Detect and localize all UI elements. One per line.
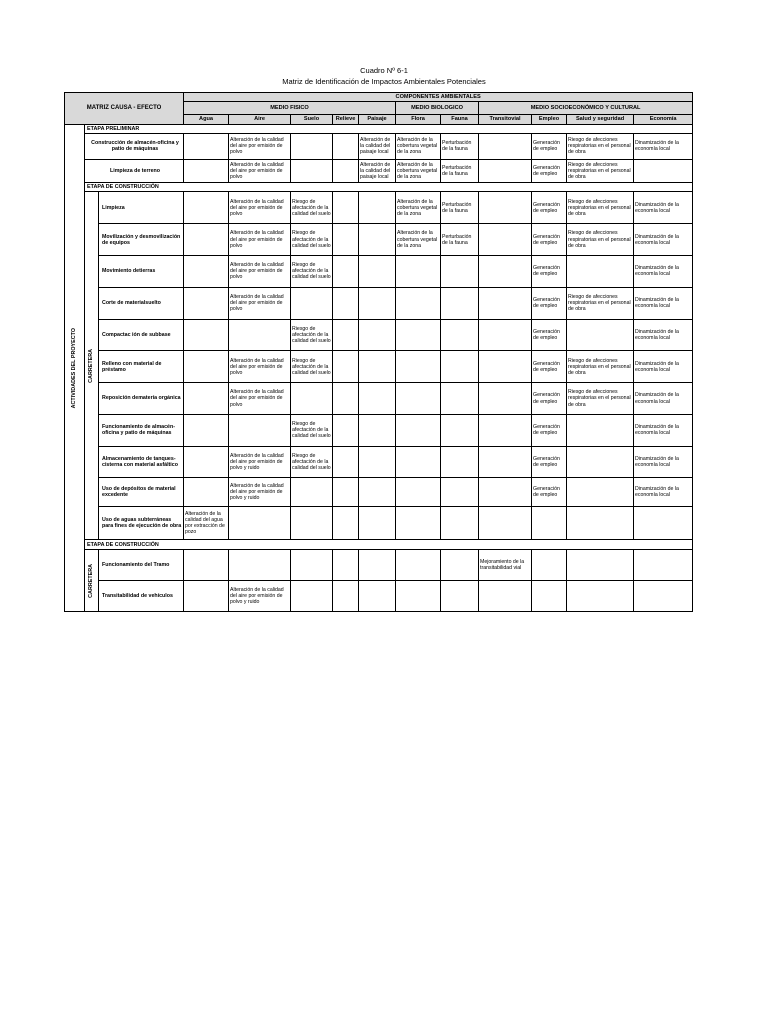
impact-matrix-table: [64, 92, 693, 612]
impact-cell: [359, 255, 396, 287]
impact-cell: [333, 287, 359, 319]
table-row: [65, 414, 693, 446]
column-header: Transitovial: [479, 114, 532, 124]
impact-cell: [333, 319, 359, 351]
impact-cell: Generación de empleo: [532, 287, 567, 319]
impact-cell: [634, 159, 693, 183]
impact-cell: Generación de empleo: [532, 133, 567, 159]
impact-cell: [532, 507, 567, 540]
impact-cell: Alteración de la calidad del paisaje local: [359, 159, 396, 183]
impact-cell: [441, 319, 479, 351]
document-title: [0, 65, 768, 87]
stage-label: ETAPA DE CONSTRUCCIÓN: [85, 183, 693, 192]
column-header: Fauna: [441, 114, 479, 124]
impact-cell: Alteración de la calidad del aire por emisión de polvo: [229, 287, 291, 319]
impact-cell: Alteración de la calidad del aire por emisión de polvo: [229, 159, 291, 183]
impact-cell: [479, 224, 532, 256]
impact-cell: [567, 319, 634, 351]
column-header: Paisaje: [359, 114, 396, 124]
impact-cell: Alteración de la cobertura vegetal de la zona: [396, 192, 441, 224]
activity-label: Uso de aguas subterráneas para fines de ejecución de obra: [99, 507, 184, 540]
impact-cell: [479, 414, 532, 446]
impact-cell: [229, 319, 291, 351]
column-header: Aire: [229, 114, 291, 124]
impact-cell: Generación de empleo: [532, 224, 567, 256]
impact-cell: Perturbación de la fauna: [441, 224, 479, 256]
impact-cell: [396, 383, 441, 415]
impact-cell: [479, 319, 532, 351]
table-row: [65, 159, 693, 183]
impact-cell: Riesgo de afectación de la calidad del suelo: [291, 414, 333, 446]
impact-cell: [441, 351, 479, 383]
impact-cell: [441, 414, 479, 446]
impact-cell: [333, 478, 359, 507]
impact-cell: Dinamización de la economía local: [634, 414, 693, 446]
impact-cell: Riesgo de afectación de la calidad del suelo: [291, 319, 333, 351]
table-row: [65, 550, 693, 581]
impact-cell: [441, 550, 479, 581]
impact-cell: [441, 383, 479, 415]
impact-cell: Perturbación de la fauna: [441, 159, 479, 183]
table-caption: Matriz de Identificación de Impactos Ambientales Potenciales: [282, 77, 486, 86]
impact-cell: Riesgo de afecciones respiratorias en el personal de obra: [567, 133, 634, 159]
impact-cell: [532, 550, 567, 581]
activity-label: Limpieza: [99, 192, 184, 224]
impact-cell: [333, 507, 359, 540]
impact-cell: [291, 507, 333, 540]
carretera-label: CARRETERA: [88, 348, 95, 383]
activity-label: Compactac ión de subbase: [99, 319, 184, 351]
impact-cell: Dinamización de la economía local: [634, 351, 693, 383]
group-medio-fisico: MEDIO FISICO: [184, 102, 396, 114]
impact-cell: [396, 414, 441, 446]
table-row: [65, 319, 693, 351]
components-header: COMPONENTES AMBIENTALES: [184, 93, 693, 102]
table-row: [65, 478, 693, 507]
impact-cell: Alteración de la cobertura vegetal de la zona: [396, 224, 441, 256]
impact-cell: [396, 319, 441, 351]
column-header: Empleo: [532, 114, 567, 124]
impact-cell: Riesgo de afectación de la calidad del suelo: [291, 192, 333, 224]
impact-cell: Riesgo de afecciones respiratorias en el personal de obra: [567, 383, 634, 415]
impact-cell: [291, 287, 333, 319]
impact-cell: Riesgo de afecciones respiratorias en el personal de obra: [567, 287, 634, 319]
column-header: Suelo: [291, 114, 333, 124]
stage-label: ETAPA DE CONSTRUCCIÓN: [85, 539, 693, 549]
activity-label: Relleno con material de préstamo: [99, 351, 184, 383]
impact-cell: [567, 507, 634, 540]
impact-cell: [184, 383, 229, 415]
impact-cell: [184, 446, 229, 478]
impact-cell: Alteración de la calidad del aire por emisión de polvo: [229, 192, 291, 224]
impact-cell: Dinamización de la economía local: [634, 287, 693, 319]
impact-cell: [184, 287, 229, 319]
impact-cell: [291, 550, 333, 581]
table-row: [65, 192, 693, 224]
impact-cell: Riesgo de afectación de la calidad del suelo: [291, 224, 333, 256]
column-header: Salud y seguridad: [567, 114, 634, 124]
impact-cell: [359, 287, 396, 319]
impact-cell: [634, 581, 693, 612]
table-number: Cuadro Nº 6-1: [360, 66, 408, 75]
impact-cell: [479, 192, 532, 224]
impact-cell: [396, 581, 441, 612]
impact-cell: [359, 507, 396, 540]
impact-cell: Alteración de la calidad del paisaje local: [359, 133, 396, 159]
table-row: [65, 351, 693, 383]
impact-cell: Riesgo de afectación de la calidad del suelo: [291, 351, 333, 383]
impact-cell: Perturbación de la fauna: [441, 192, 479, 224]
impact-cell: [333, 192, 359, 224]
stage-row: [65, 183, 693, 192]
impact-cell: [333, 550, 359, 581]
impact-cell: [396, 287, 441, 319]
table-row: [65, 287, 693, 319]
impact-cell: [359, 478, 396, 507]
impact-cell: Alteración de la calidad del aire por emisión de polvo: [229, 255, 291, 287]
impact-cell: Alteración de la calidad del aire por emisión de polvo: [229, 383, 291, 415]
impact-cell: [359, 319, 396, 351]
impact-cell: Dinamización de la economía local: [634, 383, 693, 415]
impact-cell: Generación de empleo: [532, 383, 567, 415]
activity-label: Almacenamiento de tanques-cisterna con material asfáltico: [99, 446, 184, 478]
impact-cell: [333, 133, 359, 159]
impact-cell: [333, 255, 359, 287]
impact-cell: [359, 383, 396, 415]
impact-cell: [567, 255, 634, 287]
impact-cell: Riesgo de afecciones respiratorias en el personal de obra: [567, 351, 634, 383]
impact-cell: Generación de empleo: [532, 192, 567, 224]
impact-cell: Riesgo de afectación de la calidad del suelo: [291, 446, 333, 478]
impact-cell: [396, 550, 441, 581]
impact-cell: Riesgo de afecciones respiratorias en el personal de obra: [567, 224, 634, 256]
table-row: [65, 507, 693, 540]
impact-cell: Generación de empleo: [532, 319, 567, 351]
impact-cell: [291, 581, 333, 612]
impact-cell: [184, 159, 229, 183]
impact-cell: [229, 550, 291, 581]
activity-label: Movimiento detierras: [99, 255, 184, 287]
table-row: [65, 581, 693, 612]
matrix-corner-label: MATRIZ CAUSA - EFECTO: [65, 93, 184, 125]
impact-cell: [291, 133, 333, 159]
impact-cell: Dinamización de la economía local: [634, 319, 693, 351]
impact-cell: [479, 446, 532, 478]
activity-label: Transitabilidad de vehículos: [99, 581, 184, 612]
impact-cell: Dinamización de la economía local: [634, 224, 693, 256]
impact-cell: [184, 224, 229, 256]
impact-cell: [567, 414, 634, 446]
impact-cell: [333, 446, 359, 478]
side-label-carretera: [85, 192, 99, 540]
impact-cell: [532, 581, 567, 612]
table-row: [65, 383, 693, 415]
header-row-components: [65, 93, 693, 102]
impact-cell: [184, 255, 229, 287]
impact-cell: [396, 446, 441, 478]
impact-cell: [184, 351, 229, 383]
column-header: Relieve: [333, 114, 359, 124]
activity-label: Funcionamiento del Tramo: [99, 550, 184, 581]
impact-cell: Mejoramiento de la transitabilidad vial: [479, 550, 532, 581]
impact-cell: [441, 446, 479, 478]
impact-cell: [291, 478, 333, 507]
impact-cell: [359, 351, 396, 383]
impact-cell: [479, 581, 532, 612]
stage-label: ETAPA PRELIMINAR: [85, 124, 693, 133]
impact-cell: Riesgo de afecciones respiratorias en el personal de obra: [567, 192, 634, 224]
impact-cell: Alteración de la cobertura vegetal de la zona: [396, 159, 441, 183]
impact-cell: [184, 192, 229, 224]
stage-row: [65, 124, 693, 133]
group-medio-socioeconomico: MEDIO SOCIOECONÓMICO Y CULTURAL: [479, 102, 693, 114]
impact-cell: [359, 550, 396, 581]
impact-cell: Alteración de la calidad del aire por emisión de polvo: [229, 351, 291, 383]
impact-cell: [567, 446, 634, 478]
impact-cell: [479, 383, 532, 415]
impact-cell: [333, 383, 359, 415]
impact-cell: Generación de empleo: [532, 446, 567, 478]
impact-cell: [479, 351, 532, 383]
impact-cell: [333, 224, 359, 256]
impact-cell: [291, 383, 333, 415]
impact-cell: [396, 507, 441, 540]
impact-cell: Generación de empleo: [532, 351, 567, 383]
impact-cell: Riesgo de afectación de la calidad del suelo: [291, 255, 333, 287]
impact-cell: Alteración de la calidad del aire por emisión de polvo y ruido: [229, 581, 291, 612]
impact-cell: Alteración de la calidad del aire por emisión de polvo: [229, 133, 291, 159]
impact-cell: Alteración de la calidad del agua por extracción de pozo: [184, 507, 229, 540]
impact-cell: Generación de empleo: [532, 255, 567, 287]
impact-cell: [396, 255, 441, 287]
impact-cell: [396, 351, 441, 383]
table-row: [65, 224, 693, 256]
impact-cell: [229, 414, 291, 446]
column-header: Flora: [396, 114, 441, 124]
impact-cell: [441, 507, 479, 540]
impact-cell: [634, 507, 693, 540]
impact-cell: [184, 478, 229, 507]
impact-cell: [441, 581, 479, 612]
side-label-actividades: [65, 124, 85, 611]
column-header: Agua: [184, 114, 229, 124]
actividades-label: ACTIVIDADES DEL PROYECTO: [71, 327, 78, 409]
impact-cell: Dinamización de la economía local: [634, 255, 693, 287]
impact-cell: [184, 319, 229, 351]
impact-cell: [333, 351, 359, 383]
stage-row: [65, 539, 693, 549]
impact-cell: Generación de empleo: [532, 478, 567, 507]
impact-cell: [441, 255, 479, 287]
impact-cell: [479, 507, 532, 540]
impact-cell: [479, 478, 532, 507]
impact-cell: Perturbación de la fauna: [441, 133, 479, 159]
impact-cell: [567, 478, 634, 507]
impact-cell: [359, 224, 396, 256]
column-header: Economía: [634, 114, 693, 124]
impact-cell: [567, 581, 634, 612]
impact-cell: [567, 550, 634, 581]
impact-cell: [441, 287, 479, 319]
group-medio-biologico: MEDIO BIOLOGICO: [396, 102, 479, 114]
impact-cell: [184, 581, 229, 612]
impact-cell: Alteración de la cobertura vegetal de la zona: [396, 133, 441, 159]
impact-cell: [229, 507, 291, 540]
activity-label: Reposición dematería orgánica: [99, 383, 184, 415]
impact-cell: Dinamización de la economía local: [634, 133, 693, 159]
impact-cell: Generación de empleo: [532, 159, 567, 183]
carretera-label: CARRETERA: [88, 563, 95, 598]
impact-cell: [291, 159, 333, 183]
impact-cell: [479, 159, 532, 183]
impact-cell: Dinamización de la economía local: [634, 478, 693, 507]
impact-cell: Dinamización de la economía local: [634, 446, 693, 478]
table-row: [65, 133, 693, 159]
impact-cell: Riesgo de afecciones respiratorias en el personal de obra: [567, 159, 634, 183]
activity-label: Construcción de almacén-oficina y patio de máquinas: [85, 133, 184, 159]
activity-label: Uso de depósitos de material excedente: [99, 478, 184, 507]
impact-cell: [479, 133, 532, 159]
impact-cell: [479, 287, 532, 319]
impact-cell: [634, 550, 693, 581]
impact-cell: [396, 478, 441, 507]
activity-label: Corte de materialsuelto: [99, 287, 184, 319]
impact-cell: [441, 478, 479, 507]
impact-cell: Alteración de la calidad del aire por emisión de polvo y ruido: [229, 478, 291, 507]
impact-cell: [359, 446, 396, 478]
table-row: [65, 446, 693, 478]
activity-label: Movilización y desmovilización de equipos: [99, 224, 184, 256]
activity-label: Limpieza de terreno: [85, 159, 184, 183]
impact-cell: Generación de empleo: [532, 414, 567, 446]
impact-cell: Alteración de la calidad del aire por emisión de polvo y ruido: [229, 446, 291, 478]
impact-cell: Alteración de la calidad del aire por emisión de polvo: [229, 224, 291, 256]
impact-cell: [359, 192, 396, 224]
impact-cell: [333, 414, 359, 446]
table-row: [65, 255, 693, 287]
impact-cell: [479, 255, 532, 287]
impact-cell: [359, 581, 396, 612]
impact-cell: [184, 414, 229, 446]
side-label-carretera-2: [85, 550, 99, 612]
impact-cell: [333, 159, 359, 183]
impact-cell: [184, 550, 229, 581]
impact-cell: [333, 581, 359, 612]
impact-cell: [184, 133, 229, 159]
impact-cell: Dinamización de la economía local: [634, 192, 693, 224]
activity-label: Funcionamiento de almacén-oficina y patio de máquinas: [99, 414, 184, 446]
impact-cell: [359, 414, 396, 446]
